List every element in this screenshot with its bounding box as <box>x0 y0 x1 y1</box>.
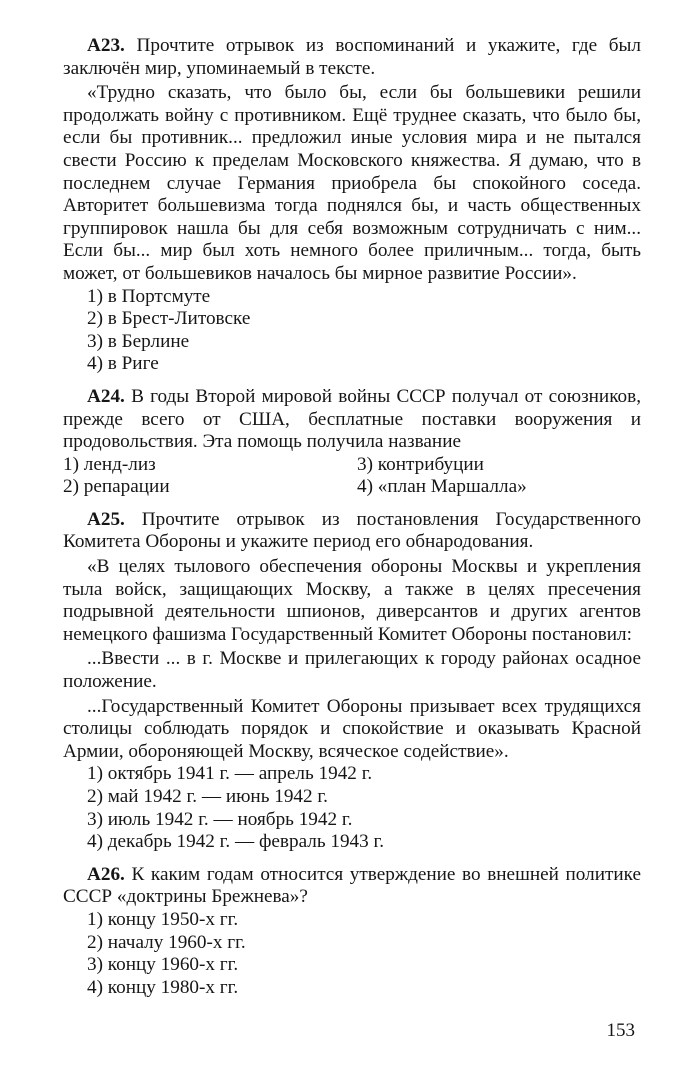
question-text: Прочтите отрывок из постановления Государственного Комитета Обороны и укажите период его обнародования. <box>63 508 642 553</box>
answer-options <box>63 909 641 999</box>
answer-option: 4) в Риге <box>87 353 159 375</box>
question-prompt <box>63 864 641 909</box>
answer-options <box>63 763 641 853</box>
answer-option: 4) декабрь 1942 г. — февраль 1943 г. <box>87 831 385 853</box>
answer-options <box>63 454 641 499</box>
answer-option: 1) октябрь 1941 г. — апрель 1942 г. <box>87 763 373 785</box>
answer-option: 4) «план Маршалла» <box>357 476 527 498</box>
answer-option: 4) концу 1980-х гг. <box>87 976 239 998</box>
quoted-passage: ...Государственный Комитет Обороны призывает всех трудящихся столицы соблюдать порядок и спокойствие и оказывать Красной Армии, обороняющей Москву, всяческое содействие». <box>63 695 641 762</box>
answer-option: 1) в Портсмуте <box>87 285 211 307</box>
answer-option: 1) концу 1950-х гг. <box>87 908 239 930</box>
page-content <box>63 35 641 1009</box>
answer-option: 2) репарации <box>63 476 170 498</box>
quoted-passage: «Трудно сказать, что было бы, если бы большевики решили продолжать войну с противником. Ещё труднее сказать, что было бы, если бы противник... предложил иные условия мира и не пытался свести Россию к пределам Московского княжества. Я думаю, что в последнем случае Германия приобрела бы спокойного соседа. Авторитет большевизма тогда поднялся бы, и часть общественных группировок нашла бы для себя возможным сотрудничать с ним... Если бы... мир был хоть немного более приличным... тогда, быть может, от большевиков началось бы мирное развитие России». <box>63 82 641 284</box>
answer-option: 3) контрибуции <box>357 453 484 475</box>
question-text: Прочтите отрывок из воспоминаний и укажите, где был заключён мир, упоминаемый в тексте. <box>63 35 641 79</box>
question-number: А24. <box>87 385 125 407</box>
question-text: В годы Второй мировой войны СССР получал от союзников, прежде всего от США, бесплатные поставки вооружения и продовольствия. Эта помощь получила название <box>63 385 641 453</box>
question-number: А25. <box>87 508 125 530</box>
answer-option: 3) концу 1960-х гг. <box>87 954 239 976</box>
question-a25 <box>63 509 641 854</box>
answer-option: 2) в Брест-Литовске <box>87 308 251 330</box>
question-a24 <box>63 386 641 499</box>
question-number: А26. <box>87 863 125 885</box>
question-prompt <box>63 386 641 454</box>
question-number: А23. <box>87 35 125 56</box>
question-prompt <box>63 509 641 554</box>
question-text: К каким годам относится утверждение во внешней политике СССР «доктрины Брежнева»? <box>63 863 641 908</box>
quoted-passage: ...Ввести ... в г. Москве и прилегающих к городу районах осадное положение. <box>63 648 641 693</box>
answer-option: 1) ленд-лиз <box>63 453 156 475</box>
answer-option: 2) май 1942 г. — июнь 1942 г. <box>87 786 328 807</box>
answer-option: 3) июль 1942 г. — ноябрь 1942 г. <box>87 808 353 830</box>
page-number: 153 <box>606 1020 635 1041</box>
question-a23 <box>63 35 641 376</box>
answer-option: 3) в Берлине <box>87 330 190 352</box>
answer-option: 2) началу 1960-х гг. <box>87 931 246 953</box>
question-a26 <box>63 864 641 1000</box>
answer-options <box>63 286 641 376</box>
quoted-passage: «В целях тылового обеспечения обороны Москвы и укрепления тыла войск, защищающих Москву, а также в целях пресечения подрывной деятельности шпионов, диверсантов и других агентов немецкого фашизма Государственный Комитет Обороны постановил: <box>63 556 641 645</box>
question-prompt <box>63 35 641 80</box>
